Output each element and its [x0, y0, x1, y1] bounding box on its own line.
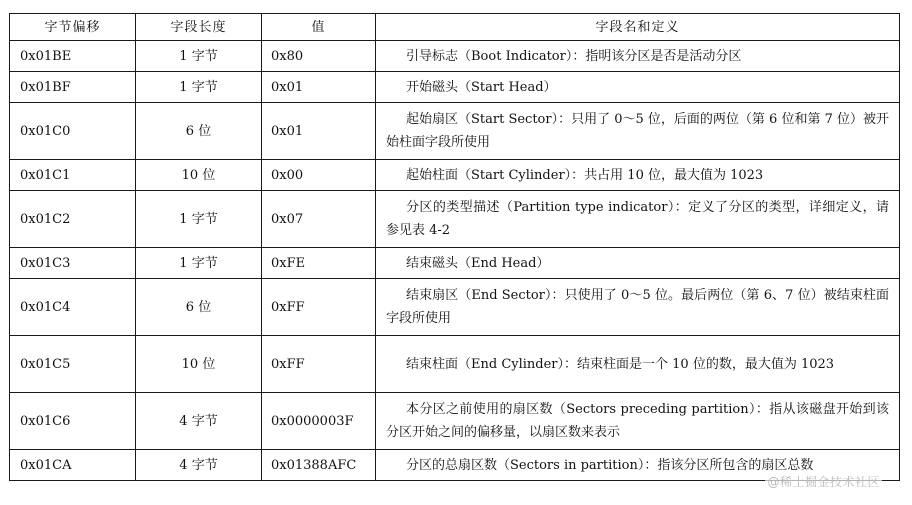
length-cell: 4 字节 [136, 393, 262, 450]
offset-cell: 0x01C1 [10, 160, 136, 191]
length-cell: 6 位 [136, 279, 262, 336]
table-header [10, 14, 900, 41]
table-row [10, 336, 900, 393]
value-cell: 0x80 [262, 41, 376, 72]
value-cell: 0xFF [262, 279, 376, 336]
definition-cell: 结束磁头（End Head） [376, 248, 900, 279]
table-body [10, 41, 900, 481]
offset-cell: 0x01BE [10, 41, 136, 72]
offset-cell: 0x01C4 [10, 279, 136, 336]
table-row [10, 393, 900, 450]
header-row [10, 14, 900, 41]
header-definition: 字段名和定义 [376, 14, 900, 41]
value-cell: 0x0000003F [262, 393, 376, 450]
definition-cell: 引导标志（Boot Indicator）：指明该分区是否是活动分区 [376, 41, 900, 72]
offset-cell: 0x01C5 [10, 336, 136, 393]
length-cell: 4 字节 [136, 450, 262, 481]
length-cell: 1 字节 [136, 248, 262, 279]
offset-cell: 0x01C6 [10, 393, 136, 450]
definition-cell: 结束扇区（End Sector）：只使用了 0～5 位。最后两位（第 6、7 位）被结束柱面字段所使用 [376, 279, 900, 336]
header-offset: 字节偏移 [10, 14, 136, 41]
offset-cell: 0x01C2 [10, 191, 136, 248]
definition-cell: 结束柱面（End Cylinder）：结束柱面是一个 10 位的数，最大值为 1023 [376, 336, 900, 393]
table-row [10, 41, 900, 72]
length-cell: 6 位 [136, 103, 262, 160]
header-length: 字段长度 [136, 14, 262, 41]
offset-cell: 0x01C3 [10, 248, 136, 279]
table-row [10, 103, 900, 160]
value-cell: 0x01 [262, 72, 376, 103]
partition-entry-table [9, 13, 900, 481]
length-cell: 1 字节 [136, 191, 262, 248]
offset-cell: 0x01CA [10, 450, 136, 481]
value-cell: 0x01388AFC [262, 450, 376, 481]
value-cell: 0xFE [262, 248, 376, 279]
table-row [10, 72, 900, 103]
watermark: @稀土掘金技术社区 [767, 475, 880, 489]
value-cell: 0x07 [262, 191, 376, 248]
table-row [10, 191, 900, 248]
definition-cell: 本分区之前使用的扇区数（Sectors preceding partition）：指从该磁盘开始到该分区开始之间的偏移量，以扇区数来表示 [376, 393, 900, 450]
offset-cell: 0x01C0 [10, 103, 136, 160]
definition-cell: 分区的类型描述（Partition type indicator）：定义了分区的类型，详细定义，请参见表 4-2 [376, 191, 900, 248]
length-cell: 10 位 [136, 160, 262, 191]
definition-cell: 分区的总扇区数（Sectors in partition）：指该分区所包含的扇区总数 [376, 450, 900, 481]
header-value: 值 [262, 14, 376, 41]
value-cell: 0xFF [262, 336, 376, 393]
definition-cell: 起始柱面（Start Cylinder）：共占用 10 位，最大值为 1023 [376, 160, 900, 191]
table-row [10, 248, 900, 279]
table-row [10, 160, 900, 191]
length-cell: 1 字节 [136, 72, 262, 103]
table-row [10, 279, 900, 336]
length-cell: 1 字节 [136, 41, 262, 72]
length-cell: 10 位 [136, 336, 262, 393]
value-cell: 0x00 [262, 160, 376, 191]
definition-cell: 起始扇区（Start Sector）：只用了 0～5 位，后面的两位（第 6 位和第 7 位）被开始柱面字段所使用 [376, 103, 900, 160]
offset-cell: 0x01BF [10, 72, 136, 103]
definition-cell: 开始磁头（Start Head） [376, 72, 900, 103]
value-cell: 0x01 [262, 103, 376, 160]
